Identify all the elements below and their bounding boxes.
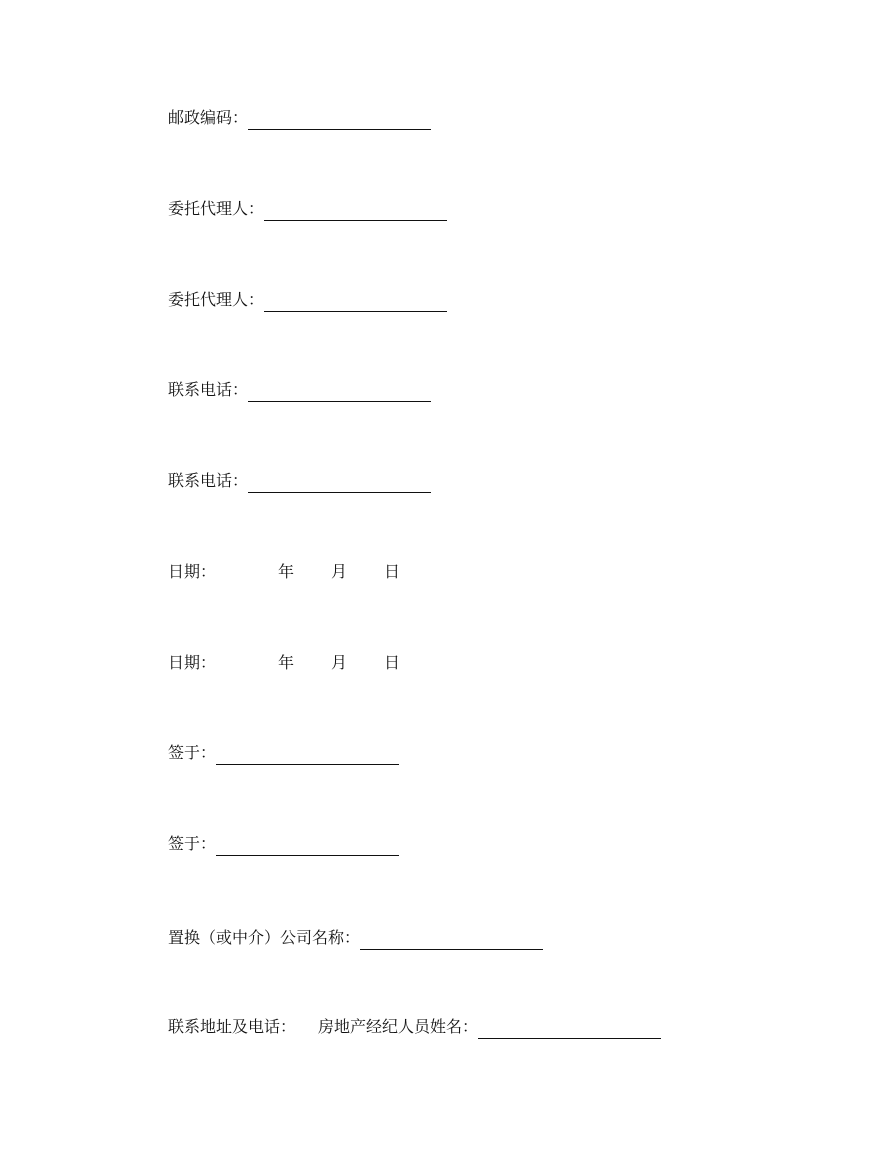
- postal-code-blank[interactable]: [248, 111, 431, 130]
- company-name-blank[interactable]: [360, 931, 543, 950]
- agent-label-1: 委托代理人：: [168, 199, 265, 218]
- company-name-label: 置换（或中介）公司名称：: [168, 928, 361, 947]
- date-row-1: [168, 560, 400, 584]
- phone-label-2: 联系电话：: [168, 471, 249, 490]
- month-label-1: 月: [331, 562, 348, 581]
- phone-label-1: 联系电话：: [168, 380, 249, 399]
- address-phone-label: 联系地址及电话：: [168, 1017, 297, 1036]
- day-label-1: 日: [384, 562, 401, 581]
- month-label-2: 月: [331, 653, 348, 672]
- signed-at-label-1: 签于：: [168, 743, 217, 762]
- signed-at-blank-1[interactable]: [216, 746, 399, 765]
- phone-row-1: [168, 378, 431, 402]
- day-label-2: 日: [384, 653, 401, 672]
- year-label-1: 年: [278, 562, 295, 581]
- year-label-2: 年: [278, 653, 295, 672]
- signed-at-row-2: [168, 832, 399, 856]
- broker-name-blank[interactable]: [478, 1020, 661, 1039]
- agent-label-2: 委托代理人：: [168, 290, 265, 309]
- postal-code-row: [168, 106, 431, 130]
- date-row-2: [168, 651, 400, 675]
- agent-row-1: [168, 197, 447, 221]
- signed-at-blank-2[interactable]: [216, 837, 399, 856]
- signed-at-label-2: 签于：: [168, 834, 217, 853]
- broker-name-label: 房地产经纪人员姓名：: [318, 1017, 479, 1036]
- agent-blank-2[interactable]: [264, 293, 447, 312]
- phone-blank-1[interactable]: [248, 383, 431, 402]
- address-broker-row: [168, 1015, 661, 1039]
- phone-blank-2[interactable]: [248, 474, 431, 493]
- company-name-row: [168, 926, 543, 950]
- phone-row-2: [168, 469, 431, 493]
- signed-at-row-1: [168, 741, 399, 765]
- postal-code-label: 邮政编码：: [168, 108, 249, 127]
- agent-blank-1[interactable]: [264, 202, 447, 221]
- agent-row-2: [168, 288, 447, 312]
- date-label-2: 日期：: [168, 653, 217, 672]
- date-label-1: 日期：: [168, 562, 217, 581]
